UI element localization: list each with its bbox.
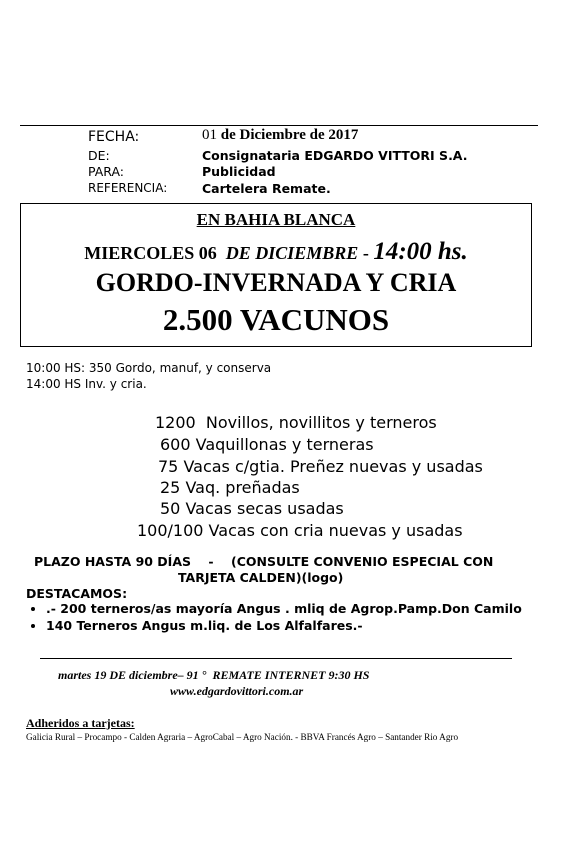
schedule-line-1: 10:00 HS: 350 Gordo, manuf, y conserva xyxy=(26,361,272,375)
de-label: DE: xyxy=(88,148,110,163)
fecha-label: FECHA: xyxy=(88,129,140,145)
para-value: Publicidad xyxy=(202,164,276,179)
fecha-value xyxy=(202,127,358,144)
lot-item: 25 Vaq. preñadas xyxy=(160,478,300,497)
lot-item: 75 Vacas c/gtia. Preñez nuevas y usadas xyxy=(158,457,483,476)
lot-item: 600 Vaquillonas y terneras xyxy=(160,435,374,454)
banner-location: EN BAHIA BLANCA xyxy=(196,210,356,229)
internet-auction-line: martes 19 DE diciembre– 91 ° REMATE INTERNET 9:30 HS xyxy=(58,668,370,682)
banner-month: DE DICIEMBRE xyxy=(221,243,359,263)
lot-item: 50 Vacas secas usadas xyxy=(160,499,344,518)
referencia-value: Cartelera Remate. xyxy=(202,181,331,196)
plazo-line-1: PLAZO HASTA 90 DÍAS - (CONSULTE CONVENIO ESPECIAL CON xyxy=(34,554,494,569)
section-divider xyxy=(40,658,512,659)
banner-time: 14:00 hs. xyxy=(373,238,468,265)
tarjetas-list: Galicia Rural – Procampo - Calden Agraria – AgroCabal – Agro Nación. - BBVA Francés Agro – Santander Rio Agro xyxy=(26,732,459,742)
banner-date-line xyxy=(21,238,531,266)
de-value: Consignataria EDGARDO VITTORI S.A. xyxy=(202,148,468,163)
para-label: PARA: xyxy=(88,164,125,179)
lot-item: 1200 Novillos, novillitos y terneros xyxy=(155,413,437,432)
destacamos-list xyxy=(28,601,536,635)
banner-total: 2.500 VACUNOS xyxy=(162,302,390,337)
destacamos-title: DESTACAMOS: xyxy=(26,586,128,601)
banner-category: GORDO-INVERNADA Y CRIA xyxy=(95,268,457,297)
header-top-rule xyxy=(20,125,538,126)
banner-dash: - xyxy=(358,243,374,263)
referencia-label: REFERENCIA: xyxy=(88,181,168,195)
fecha-rest: de Diciembre de 2017 xyxy=(217,127,359,143)
fecha-day: 01 xyxy=(202,127,217,143)
banner-day: MIERCOLES 06 xyxy=(84,243,222,263)
website-url: www.edgardovittori.com.ar xyxy=(170,684,304,698)
schedule-line-2: 14:00 HS Inv. y cria. xyxy=(26,377,147,391)
plazo-line-2: TARJETA CALDEN)(logo) xyxy=(178,570,344,585)
lot-item: 100/100 Vacas con cria nuevas y usadas xyxy=(137,521,463,540)
auction-banner xyxy=(20,203,532,347)
list-item: • 140 Terneros Angus m.liq. de Los Alfalfares.- xyxy=(46,618,536,634)
tarjetas-title: Adheridos a tarjetas: xyxy=(26,716,135,730)
list-item: • .- 200 terneros/as mayoría Angus . mliq de Agrop.Pamp.Don Camilo xyxy=(46,601,536,617)
